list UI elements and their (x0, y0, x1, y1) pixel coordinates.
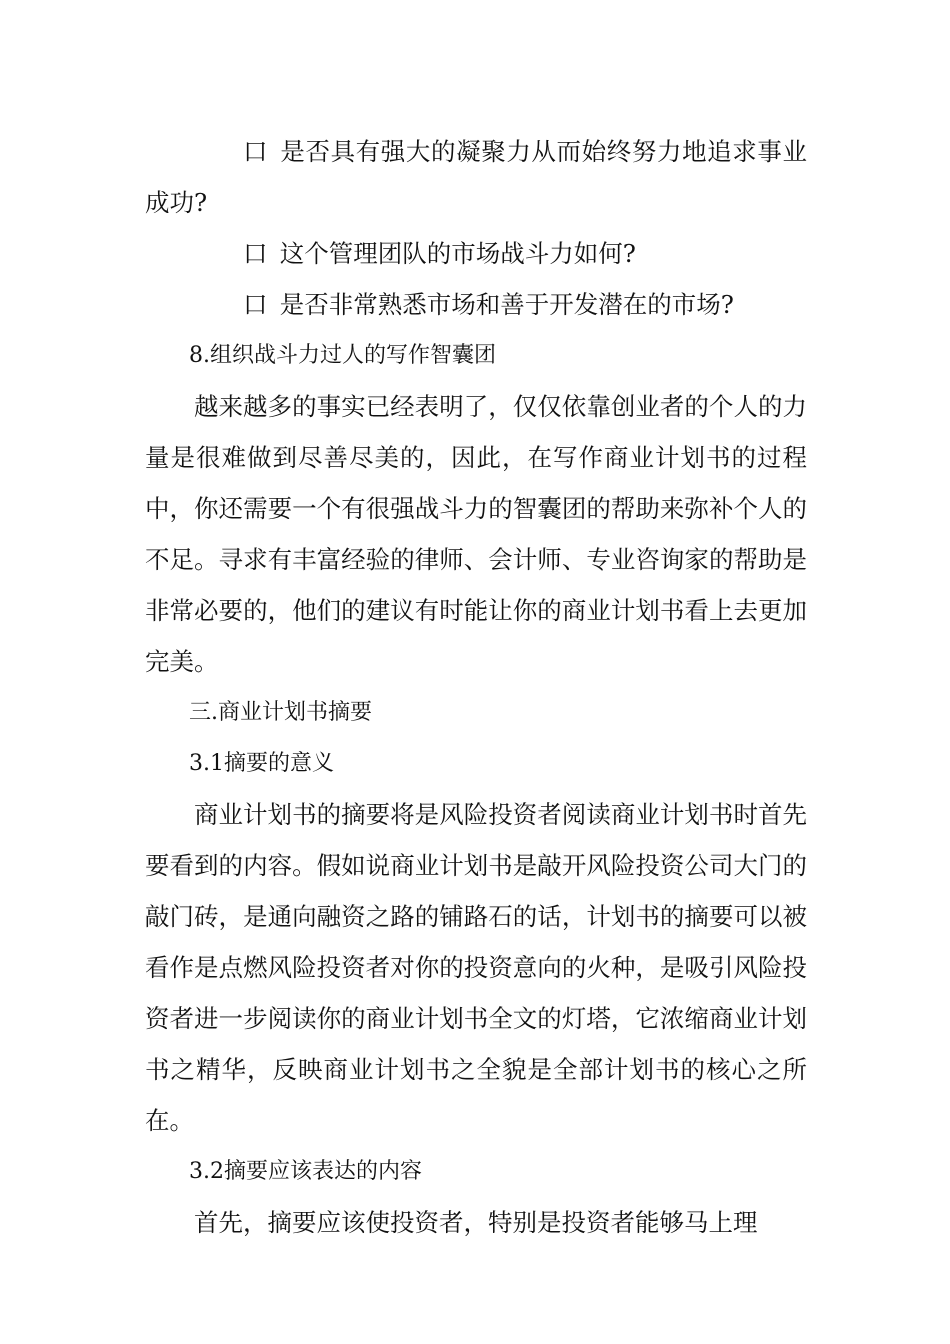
checklist-item-cohesion (145, 126, 807, 228)
paragraph-think-tank: 越来越多的事实已经表明了，仅仅依靠创业者的个人的力量是很难做到尽善尽美的，因此，在写作商业计划书的过程中，你还需要一个有很强战斗力的智囊团的帮助来弥补个人的不足。寻求有丰富经验的律师、会计师、专业咨询家的帮助是非常必要的，他们的建议有时能让你的商业计划书看上去更加完美。 (145, 392, 807, 676)
checklist-item-market-power (145, 228, 807, 279)
checkbox-icon: 口 (243, 137, 268, 166)
checkbox-icon: 口 (243, 239, 268, 268)
document-page (145, 126, 807, 1248)
section-heading-summary-meaning: 3.1摘要的意义 (189, 751, 334, 776)
section-heading-summary-content: 3.2摘要应该表达的内容 (189, 1159, 422, 1184)
checklist-item-text: 是否非常熟悉市场和善于开发潜在的市场? (279, 290, 734, 319)
checklist-item-text: 是否具有强大的凝聚力从而始终努力地追求事业成功? (145, 137, 807, 217)
chapter-heading-summary: 三.商业计划书摘要 (189, 700, 372, 725)
checkbox-icon: 口 (243, 290, 268, 319)
paragraph-summary-content: 首先，摘要应该使投资者，特别是投资者能够马上理 (194, 1208, 758, 1237)
checklist-item-text: 这个管理团队的市场战斗力如何? (279, 239, 636, 268)
paragraph-summary-meaning: 商业计划书的摘要将是风险投资者阅读商业计划书时首先要看到的内容。假如说商业计划书是敲开风险投资公司大门的敲门砖，是通向融资之路的铺路石的话，计划书的摘要可以被看作是点燃风险投资者对你的投资意向的火种，是吸引风险投资者进一步阅读你的商业计划书全文的灯塔，它浓缩商业计划书之精华，反映商业计划书之全貌是全部计划书的核心之所在。 (145, 800, 807, 1135)
checklist-item-market-knowledge (145, 279, 807, 330)
section-heading-think-tank: 8.组织战斗力过人的写作智囊团 (189, 343, 496, 368)
